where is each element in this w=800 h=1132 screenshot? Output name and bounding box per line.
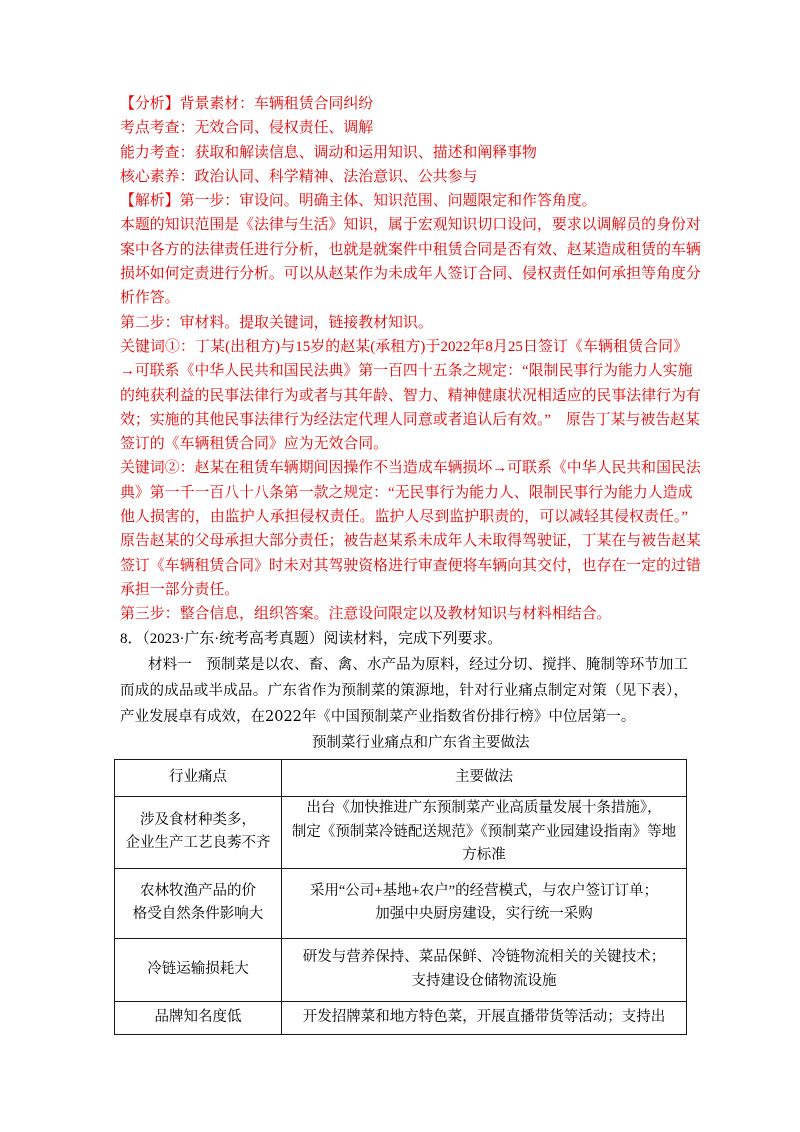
cell-line: 加强中央厨房建设，实行统一采购 bbox=[375, 906, 593, 922]
measures-cell bbox=[282, 868, 687, 938]
analysis-line: 析作答。 bbox=[120, 290, 180, 307]
analysis-line: 【解析】第一步：审设问。明确主体、知识范围、问题限定和作答角度。 bbox=[120, 193, 597, 210]
cell-line: 企业生产工艺良莠不齐 bbox=[125, 835, 271, 852]
analysis-fenxi bbox=[120, 92, 688, 116]
cell-line: 农林牧渔产品的价 bbox=[140, 882, 256, 899]
cell-line: 涉及食材种类多， bbox=[140, 811, 256, 828]
question-8 bbox=[120, 627, 688, 730]
question-header: 8．（2023·广东·统考高考真题）阅读材料，完成下列要求。 bbox=[120, 631, 503, 647]
analysis-line: 承担一部分责任。 bbox=[120, 581, 240, 598]
analysis-line: 第三步：整合信息，组织答案。注意设问限定以及教材知识与材料相结合。 bbox=[120, 606, 612, 623]
measures-cell bbox=[282, 1001, 687, 1034]
cell-line: 格受自然条件影响大 bbox=[132, 906, 264, 922]
table-header-measures: 主要做法 bbox=[282, 760, 687, 797]
material-line: 材料一 预制菜是以农、畜、禽、水产品为原料，经过分切、搅拌、腌制等环节加工 bbox=[148, 657, 688, 673]
analysis-section bbox=[120, 92, 701, 627]
table-header-pain-point: 行业痛点 bbox=[115, 760, 282, 797]
pain-point-cell bbox=[115, 938, 282, 1001]
table-row bbox=[115, 1001, 687, 1034]
analysis-keyword-1 bbox=[120, 335, 701, 456]
cell-line: 品牌知名度低 bbox=[154, 1008, 242, 1025]
pain-point-cell bbox=[115, 797, 282, 869]
cell-line: 支持建设仓储物流设施 bbox=[411, 972, 557, 989]
pain-point-table bbox=[114, 759, 687, 1035]
material-one bbox=[120, 652, 688, 730]
analysis-line: 核心素养：政治认同、科学精神、法治意识、公共参与 bbox=[120, 168, 478, 185]
analysis-line: 能力考查：获取和解读信息、调动和运用知识、描述和阐释事物 bbox=[120, 144, 537, 161]
analysis-step3 bbox=[120, 602, 688, 626]
analysis-line: 的纯获利益的民事法律行为或者与其年龄、智力、精神健康状况相适应的民事法律行为有 bbox=[120, 387, 701, 404]
analysis-knowledge-scope bbox=[120, 213, 701, 310]
analysis-jiexi-step1 bbox=[120, 189, 688, 213]
cell-line: 采用“公司+基地+农户”的经营模式，与农户签订订单； bbox=[309, 882, 659, 899]
cell-line: 冷链运输损耗大 bbox=[147, 960, 249, 977]
analysis-line: 案中各方的法律责任进行分析，也就是就案件中租赁合同是否有效、赵某造成租赁的车辆 bbox=[120, 241, 701, 258]
cell-line: 制定《预制菜冷链配送规范》《预制菜产业园建设指南》等地 bbox=[291, 823, 677, 840]
analysis-keyword-2 bbox=[120, 456, 701, 602]
cell-line: 出台《加快推进广东预制菜产业高质量发展十条措施》， bbox=[306, 800, 662, 816]
measures-cell bbox=[282, 797, 687, 869]
analysis-line: 原告赵某的父母承担大部分责任；被告赵某系未成年人未取得驾驶证，丁某在与被告赵某 bbox=[120, 533, 701, 550]
cell-line: 研发与营养保持、菜品保鲜、冷链物流相关的关键技术； bbox=[302, 949, 666, 965]
analysis-line: 损坏如何定责进行分析。可以从赵某作为未成年人签订合同、侵权责任如何承担等角度分 bbox=[120, 266, 701, 283]
analysis-suyang bbox=[120, 165, 688, 189]
cell-line: 方标准 bbox=[462, 847, 506, 863]
table-caption: 预制菜行业痛点和广东省主要做法 bbox=[312, 735, 530, 751]
analysis-line: →可联系《中华人民共和国民法典》第一百四十五条之规定：“限制民事行为能力人实施 bbox=[120, 363, 693, 380]
table-row bbox=[115, 868, 687, 938]
table-header-row bbox=[115, 760, 687, 797]
analysis-line: 【分析】背景素材：车辆租赁合同纠纷 bbox=[120, 96, 374, 112]
analysis-line: 考点考查：无效合同、侵权责任、调解 bbox=[120, 120, 374, 137]
pain-point-cell bbox=[115, 1001, 282, 1034]
analysis-line: 签订《车辆租赁合同》时未对其驾驶资格进行审查便将车辆向其交付，也存在一定的过错 bbox=[120, 557, 701, 574]
analysis-step2 bbox=[120, 311, 688, 335]
analysis-line: 第二步：审材料。提取关键词，链接教材知识。 bbox=[120, 314, 433, 331]
analysis-line: 关键词①：丁某(出租方)与15岁的赵某(承租方)于2022年8月25日签订《车辆租赁合同》 bbox=[120, 338, 688, 355]
pain-point-cell bbox=[115, 868, 282, 938]
analysis-line: 他人损害的，由监护人承担侵权责任。监护人尽到监护职责的，可以减轻其侵权责任。” bbox=[120, 509, 688, 526]
analysis-line: 本题的知识范围是《法律与生活》知识，属于宏观知识切口设问，要求以调解员的身份对 bbox=[120, 217, 701, 234]
analysis-line: 效；实施的其他民事法律行为经法定代理人同意或者追认后有效。” 原告丁某与被告赵某 bbox=[120, 411, 700, 428]
analysis-line: 典》第一千一百八十八条第一款之规定：“无民事行为能力人、限制民事行为能力人造成 bbox=[120, 484, 693, 501]
table-row bbox=[115, 938, 687, 1001]
analysis-line: 关键词②：赵某在租赁车辆期间因操作不当造成车辆损坏→可联系《中华人民共和国民法 bbox=[120, 460, 701, 477]
analysis-line: 签订的《车辆租赁合同》应为无效合同。 bbox=[120, 436, 389, 453]
material-line: 而成的成品或半成品。广东省作为预制菜的策源地，针对行业痛点制定对策（见下表）， bbox=[120, 683, 688, 699]
analysis-nengli bbox=[120, 141, 688, 165]
measures-cell bbox=[282, 938, 687, 1001]
table-row bbox=[115, 797, 687, 869]
analysis-kaodian bbox=[120, 116, 688, 140]
cell-line: 开发招牌菜和地方特色菜，开展直播带货等活动；支持出 bbox=[302, 1008, 666, 1025]
material-line: 产业发展卓有成效，在2022年《中国预制菜产业指数省份排行榜》中位居第一。 bbox=[120, 709, 636, 725]
